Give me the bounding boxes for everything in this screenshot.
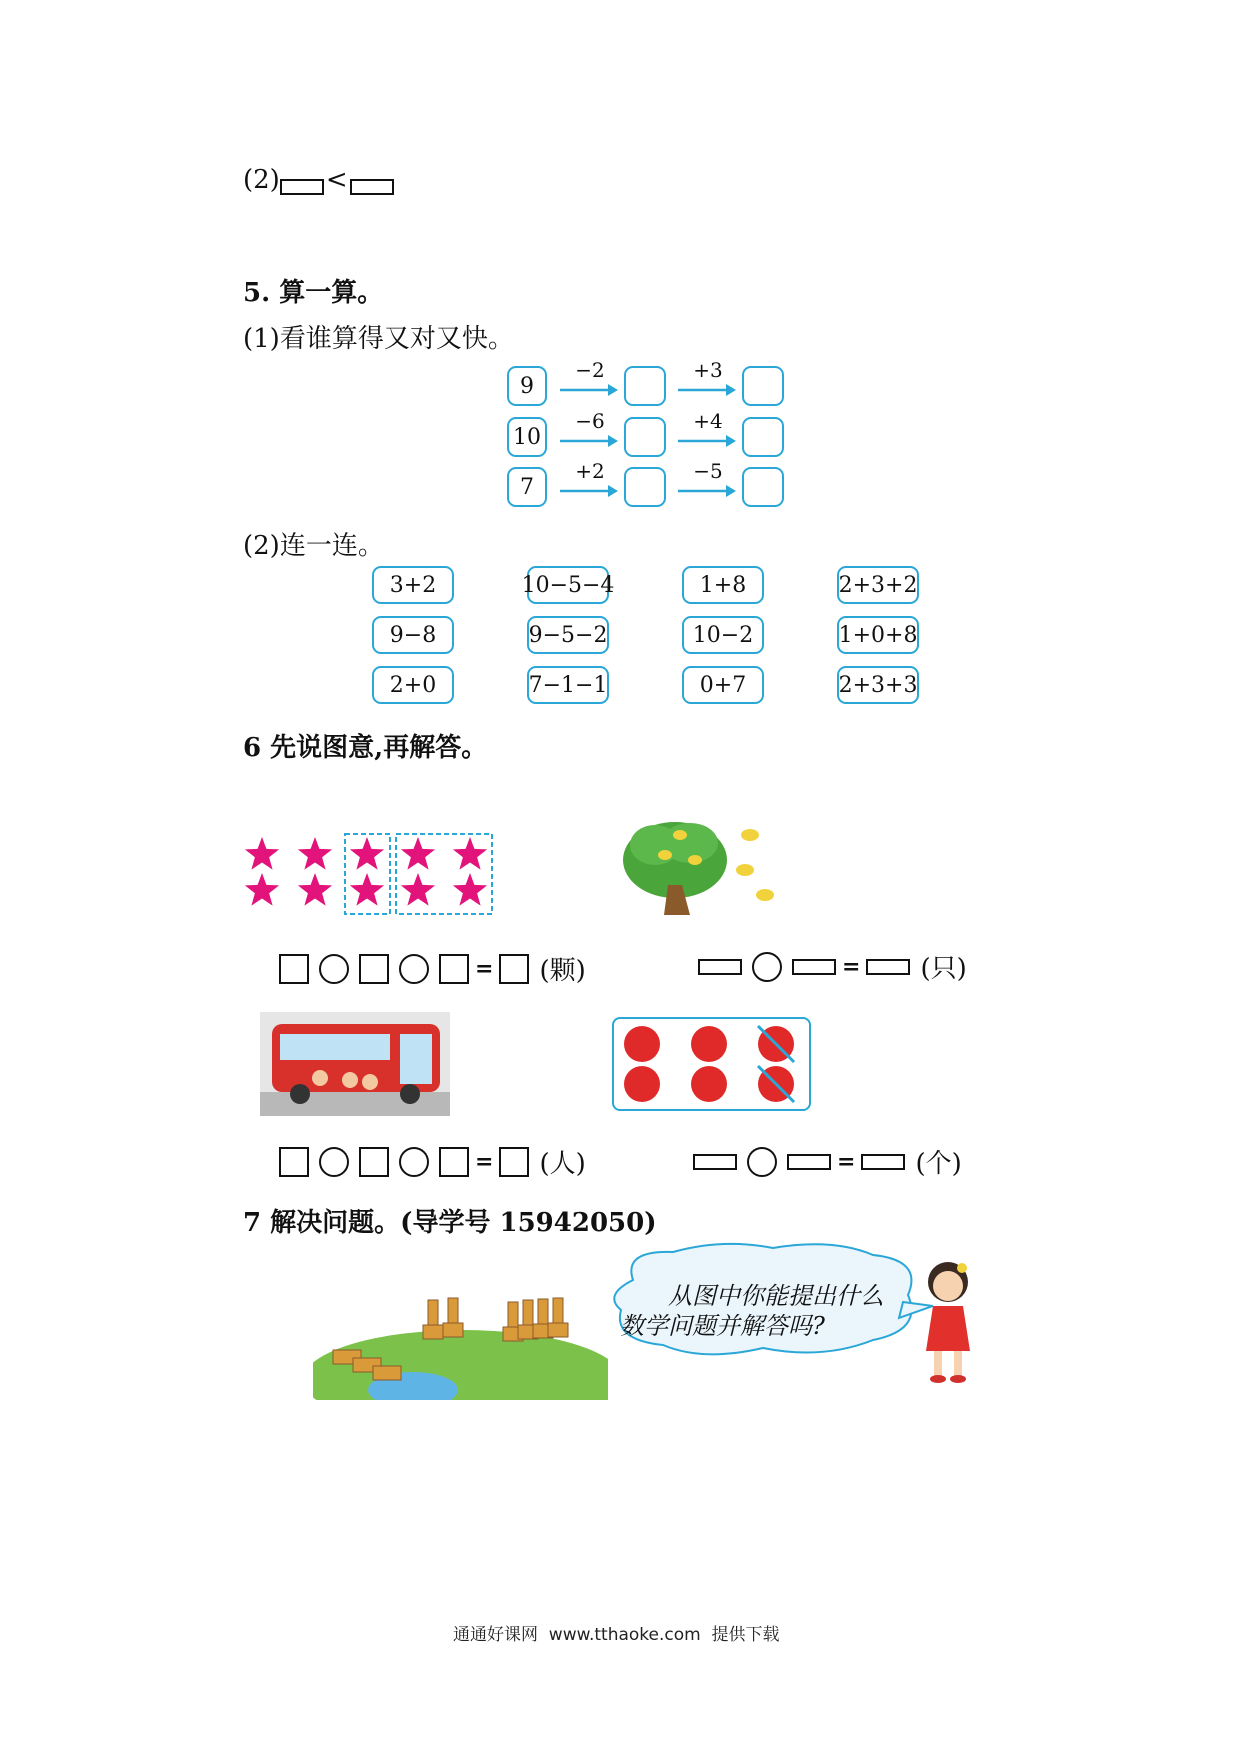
expression-card[interactable]: 10−2	[682, 616, 764, 654]
stars-picture	[240, 828, 500, 923]
operation-label: +4	[693, 409, 723, 433]
answer-box[interactable]	[742, 366, 784, 406]
arrow-icon	[678, 383, 738, 397]
answer-blank[interactable]	[861, 1154, 905, 1170]
q5-title: 5. 算一算。	[243, 278, 384, 308]
expression-card[interactable]: 1+0+8	[837, 616, 919, 654]
apples-picture	[612, 1017, 811, 1111]
answer-blank[interactable]	[693, 1154, 737, 1170]
q7-title	[243, 1202, 657, 1239]
stars-equation	[279, 950, 586, 987]
operation-label: +3	[693, 358, 723, 382]
star-icon	[298, 873, 332, 906]
people-equation	[279, 1143, 586, 1180]
arrow-icon	[560, 484, 620, 498]
operator-circle[interactable]	[319, 1147, 349, 1177]
star-icon	[298, 837, 332, 870]
q7-title-end: )	[644, 1208, 657, 1238]
unit-label: (个)	[915, 1149, 962, 1179]
operation-label: +2	[575, 459, 605, 483]
star-icon	[453, 873, 487, 906]
equals-sign: =	[475, 955, 494, 982]
apples-equation	[693, 1143, 962, 1180]
arrow-icon	[560, 434, 620, 448]
answer-blank[interactable]	[280, 179, 324, 195]
operation-label: −2	[575, 358, 605, 382]
operation-label: −6	[575, 409, 605, 433]
less-than-sign: <	[325, 165, 348, 195]
operation-label: −5	[693, 459, 723, 483]
girl-picture	[918, 1256, 978, 1386]
footer-text: 通通好课网 www.tthaoke.com 提供下载	[453, 1625, 780, 1645]
answer-box[interactable]	[499, 954, 529, 984]
answer-blank[interactable]	[792, 959, 836, 975]
tree-with-birds-picture	[620, 815, 790, 925]
expression-card[interactable]: 7−1−1	[527, 666, 609, 704]
apple-icon	[691, 1066, 727, 1102]
answer-box[interactable]	[279, 954, 309, 984]
answer-blank[interactable]	[698, 959, 742, 975]
q7-title-number: 15942050	[499, 1208, 645, 1238]
chain-start-number: 9	[507, 366, 547, 406]
q5-part2-label: (2)连一连。	[243, 531, 384, 561]
operator-circle[interactable]	[399, 954, 429, 984]
answer-box[interactable]	[624, 417, 666, 457]
arrow-icon	[678, 434, 738, 448]
equals-sign: =	[837, 1148, 856, 1175]
answer-box[interactable]	[359, 954, 389, 984]
answer-box[interactable]	[439, 1147, 469, 1177]
expression-card[interactable]: 10−5−4	[527, 566, 609, 604]
operator-circle[interactable]	[747, 1147, 777, 1177]
apple-icon	[624, 1026, 660, 1062]
answer-box[interactable]	[624, 366, 666, 406]
expression-card[interactable]: 1+8	[682, 566, 764, 604]
expression-card[interactable]: 0+7	[682, 666, 764, 704]
q4-part2	[243, 165, 394, 195]
chain-start-number: 10	[507, 417, 547, 457]
expression-card[interactable]: 9−8	[372, 616, 454, 654]
q6-title: 6 先说图意,再解答。	[243, 733, 488, 763]
unit-label: (人)	[539, 1149, 586, 1179]
answer-box[interactable]	[359, 1147, 389, 1177]
apple-icon	[624, 1066, 660, 1102]
answer-blank[interactable]	[866, 959, 910, 975]
speech-line-1: 从图中你能提出什么	[668, 1282, 884, 1310]
birds-equation	[698, 948, 967, 985]
arrow-icon	[678, 484, 738, 498]
speech-line-2: 数学问题并解答吗?	[620, 1312, 825, 1340]
star-icon	[350, 837, 384, 870]
bus-picture	[260, 1012, 450, 1116]
star-icon	[453, 837, 487, 870]
star-icon	[401, 837, 435, 870]
unit-label: (只)	[920, 954, 967, 984]
star-icon	[401, 873, 435, 906]
giraffes-picture	[313, 1270, 608, 1400]
operator-circle[interactable]	[319, 954, 349, 984]
expression-card[interactable]: 2+3+2	[837, 566, 919, 604]
operator-circle[interactable]	[399, 1147, 429, 1177]
q4-part2-label: (2)	[243, 165, 280, 195]
arrow-icon	[560, 383, 620, 397]
equals-sign: =	[475, 1148, 494, 1175]
star-icon	[350, 873, 384, 906]
expression-card[interactable]: 2+0	[372, 666, 454, 704]
q5-part1-label: (1)看谁算得又对又快。	[243, 324, 514, 354]
answer-blank[interactable]	[350, 179, 394, 195]
answer-box[interactable]	[742, 417, 784, 457]
answer-box[interactable]	[624, 467, 666, 507]
star-icon	[245, 837, 279, 870]
operator-circle[interactable]	[752, 952, 782, 982]
answer-blank[interactable]	[787, 1154, 831, 1170]
answer-box[interactable]	[279, 1147, 309, 1177]
expression-card[interactable]: 3+2	[372, 566, 454, 604]
unit-label: (颗)	[539, 956, 586, 986]
star-icon	[245, 873, 279, 906]
q7-title-main: 7 解决问题。(导学号	[243, 1208, 500, 1238]
answer-box[interactable]	[742, 467, 784, 507]
apple-icon	[691, 1026, 727, 1062]
chain-start-number: 7	[507, 467, 547, 507]
answer-box[interactable]	[439, 954, 469, 984]
answer-box[interactable]	[499, 1147, 529, 1177]
equals-sign: =	[842, 953, 861, 980]
expression-card[interactable]: 9−5−2	[527, 616, 609, 654]
expression-card[interactable]: 2+3+3	[837, 666, 919, 704]
